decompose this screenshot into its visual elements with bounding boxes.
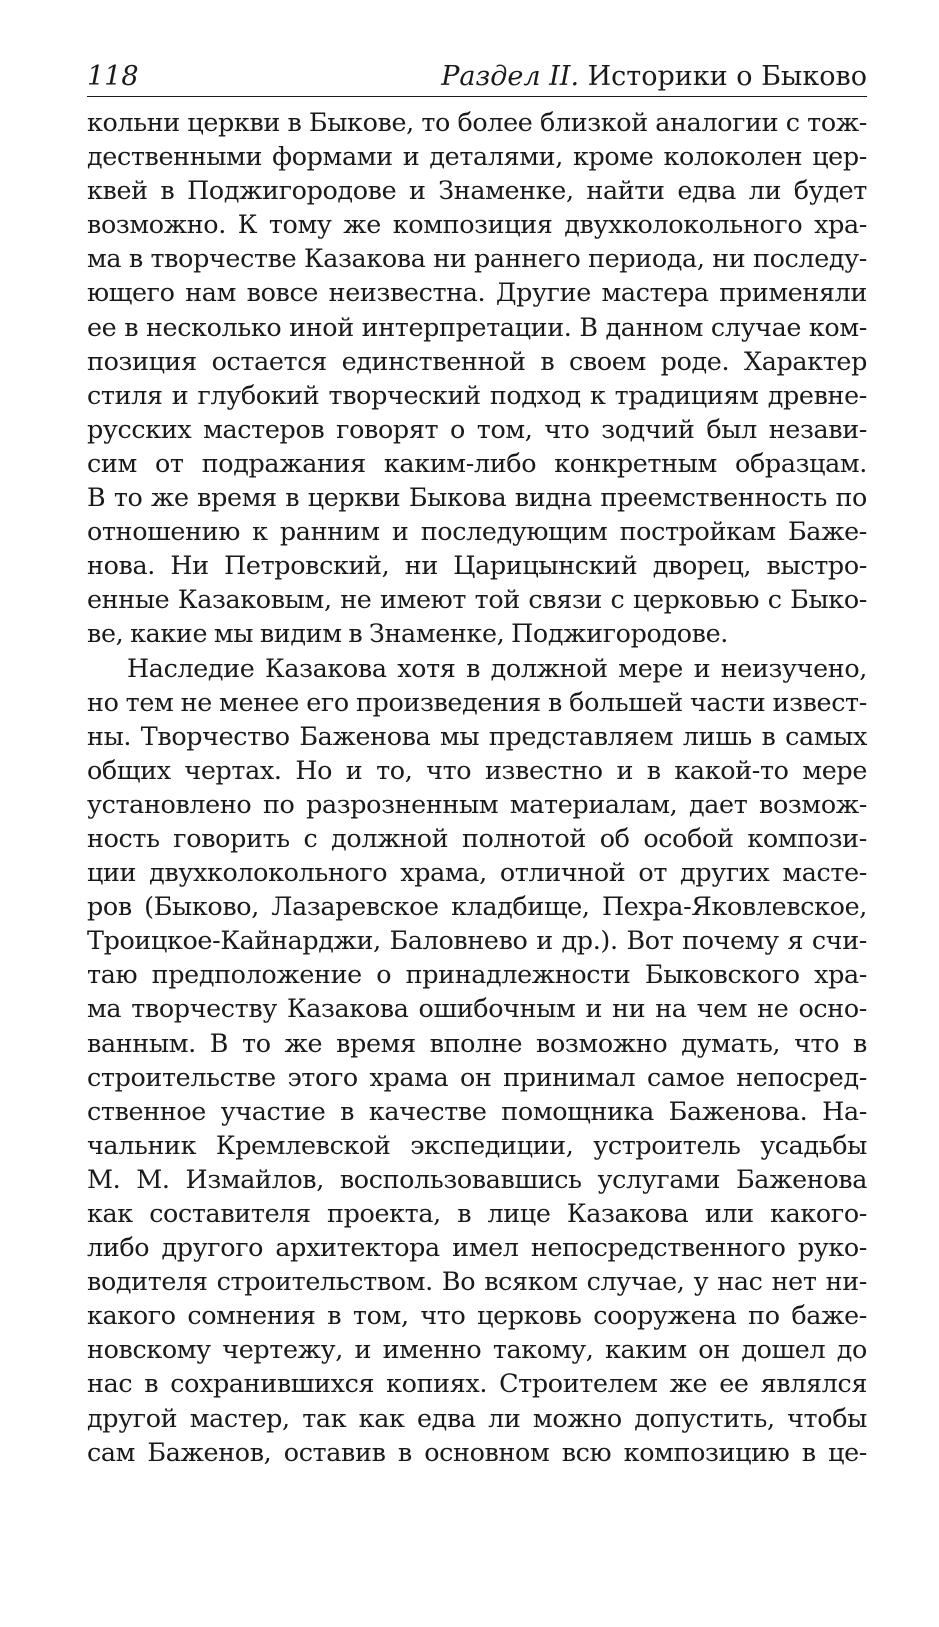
text-line: ванным. В то же время вполне возможно думать, что в <box>87 1027 867 1058</box>
text-line: ственное участие в качестве помощника Баженова. На- <box>87 1095 867 1126</box>
text-line: Троицкое-Кайнарджи, Баловнево и др.). Вот почему я счи- <box>87 925 867 956</box>
text-line: чальник Кремлевской экспедиции, устроитель усадьбы <box>87 1129 867 1160</box>
paragraph-end-line: ве, какие мы видим в Знаменке, Поджигородове. <box>87 618 728 649</box>
text-line: строительстве этого храма он принимал самое непосред- <box>87 1061 867 1092</box>
page-number: 118 <box>87 61 139 92</box>
text-line: водителя строительством. Во всяком случае, у нас нет ни- <box>87 1266 867 1297</box>
text-line: нова. Ни Петровский, ни Царицынский дворец, выстро- <box>87 550 867 581</box>
text-line: новскому чертежу, и именно такому, каким он дошел до <box>87 1334 867 1365</box>
text-line: кольни церкви в Быкове, то более близкой аналогии с тож- <box>87 107 867 137</box>
text-line: дественными формами и деталями, кроме колоколен цер- <box>87 141 867 172</box>
text-line: ма творчеству Казакова ошибочным и ни на чем не осно- <box>87 993 867 1024</box>
text-line: ма в творчестве Казакова ни раннего периода, ни последу- <box>87 243 867 274</box>
text-line: либо другого архитектора имел непосредственного руко- <box>87 1232 867 1263</box>
text-line: как составителя проекта, в лице Казакова или какого- <box>87 1198 867 1228</box>
text-line: енные Казаковым, не имеют той связи с церковью с Быко- <box>87 584 867 615</box>
text-line: нас в сохранившихся копиях. Строителем же ее являлся <box>87 1368 867 1399</box>
text-line: ны. Творчество Баженова мы представляем лишь в самых <box>87 720 867 751</box>
text-line: ции двухколокольного храма, отличной от других масте- <box>87 857 867 888</box>
book-page <box>87 58 867 1469</box>
paragraph-start-line: Наследие Казакова хотя в должной мере и неизучено, <box>127 652 867 683</box>
text-line: ность говорить с должной полнотой об особой компози- <box>87 822 867 853</box>
body-text <box>87 105 867 1469</box>
running-header <box>87 58 867 97</box>
text-line: другой мастер, так как едва ли можно допустить, чтобы <box>87 1402 867 1433</box>
text-line: какого сомнения в том, что церковь сооружена по баже- <box>87 1300 867 1331</box>
text-line: общих чертах. Но и то, что известно и в какой-то мере <box>87 754 867 785</box>
text-line: но тем не менее его произведения в большей части извест- <box>87 686 867 717</box>
text-line: ющего нам вовсе неизвестна. Другие мастера применяли <box>87 277 867 308</box>
text-line: В то же время в церкви Быкова видна преемственность по <box>87 482 867 513</box>
text-line: позиция остается единственной в своем роде. Характер <box>87 345 867 376</box>
text-line: отношению к ранним и последующим постройкам Баже- <box>87 516 867 547</box>
text-line: квей в Поджигородове и Знаменке, найти едва ли будет <box>87 175 867 206</box>
section-label: Раздел II. <box>441 61 580 92</box>
text-line: сам Баженов, оставив в основном всю композицию в це- <box>87 1436 867 1467</box>
text-line: таю предположение о принадлежности Быковского хра- <box>87 959 867 990</box>
text-line: возможно. К тому же композиция двухколокольного хра- <box>87 209 867 240</box>
section-name: Историки о Быково <box>587 61 867 92</box>
text-line: установлено по разрозненным материалам, дает возмож- <box>87 788 867 819</box>
section-title <box>441 58 867 96</box>
text-line: ее в несколько иной интерпретации. В данном случае ком- <box>87 311 867 342</box>
text-line: сим от подражания каким-либо конкретным образцам. <box>87 447 867 478</box>
text-line: русских мастеров говорят о том, что зодчий был незави- <box>87 413 867 444</box>
text-line: ров (Быково, Лазаревское кладбище, Пехра-Яковлевское, <box>87 891 867 922</box>
text-line: стиля и глубокий творческий подход к традициям древне- <box>87 379 867 410</box>
text-line: М. М. Измайлов, воспользовавшись услугами Баженова <box>87 1163 867 1194</box>
